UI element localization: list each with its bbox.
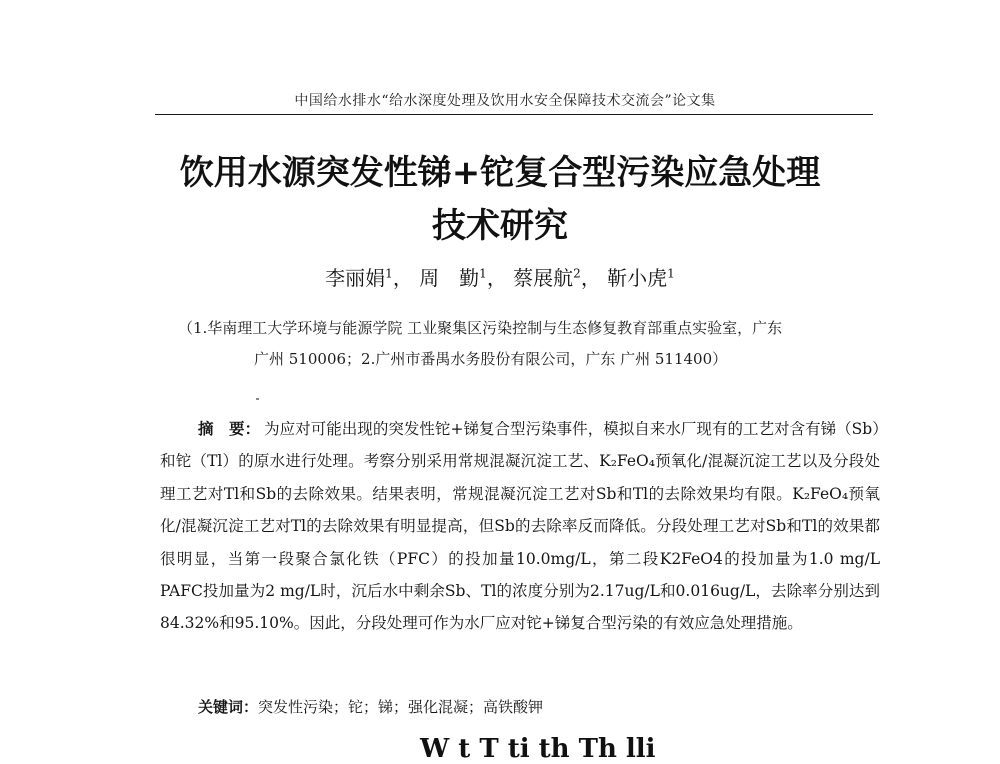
scan-speck <box>256 398 259 400</box>
abstract-text: 为应对可能出现的突发性铊+锑复合型污染事件，模拟自来水厂现有的工艺对含有锑（Sb）和铊（Tl）的原水进行处理。考察分别采用常规混凝沉淀工艺、K₂FeO₄预氧化/混凝沉淀工艺以及分段处理工艺对Tl和Sb的去除效果。结果表明，常规混凝沉淀工艺对Sb和Tl的去除效果均有限。K₂FeO₄预氧化/混凝沉淀工艺对Tl的去除效果有明显提高，但Sb的去除率反而降低。分段处理工艺对Sb和Tl的效果都很明显，当第一段聚合氯化铁（PFC）的投加量10.0mg/L，第二段K2FeO4的投加量为1.0 mg/L PAFC投加量为2 mg/L时，沉后水中剩余Sb、Tl的浓度分别为2.17ug/L和0.016ug/L，去除率分别达到84.32%和95.10%。因此，分段处理可作为水厂应对铊+锑复合型污染的有效应急处理措施。 <box>160 420 880 633</box>
paper-title-line-1: 饮用水源突发性锑+铊复合型污染应急处理 <box>179 153 821 193</box>
author-affiliation-mark: 2 <box>573 266 581 281</box>
author-affiliation-mark: 1 <box>385 266 393 281</box>
author-line <box>140 262 860 291</box>
paper-title-line-2: 技术研究 <box>432 206 568 246</box>
author-affiliation-mark: 1 <box>479 266 487 281</box>
keywords <box>198 696 543 717</box>
keywords-label: 关键词： <box>198 698 259 716</box>
author-name: 周 勤 <box>419 266 480 290</box>
author-separator: ， <box>580 266 601 290</box>
author-separator: ， <box>486 266 507 290</box>
header-rule <box>155 114 873 115</box>
abstract <box>160 413 880 640</box>
affiliation-line-2: 广州 510006；2.广州市番禺水务股份有限公司，广东 广州 511400） <box>254 350 728 368</box>
affiliation-line-1: （1.华南理工大学环境与能源学院 工业聚集区污染控制与生态修复教育部重点实验室，广东 <box>178 319 783 337</box>
running-header: 中国给水排水“给水深度处理及饮用水安全保障技术交流会”论文集 <box>294 93 716 109</box>
english-title-partial: W t T ti th Th lli <box>420 734 656 764</box>
keywords-text: 突发性污染；铊；锑；强化混凝；高铁酸钾 <box>258 698 544 716</box>
author-name: 蔡展航 <box>513 266 574 290</box>
abstract-label: 摘 要： <box>198 419 261 438</box>
author-name: 靳小虎 <box>607 266 668 290</box>
author-affiliation-mark: 1 <box>667 266 675 281</box>
author-separator: ， <box>392 266 413 290</box>
author-name: 李丽娟 <box>325 266 386 290</box>
